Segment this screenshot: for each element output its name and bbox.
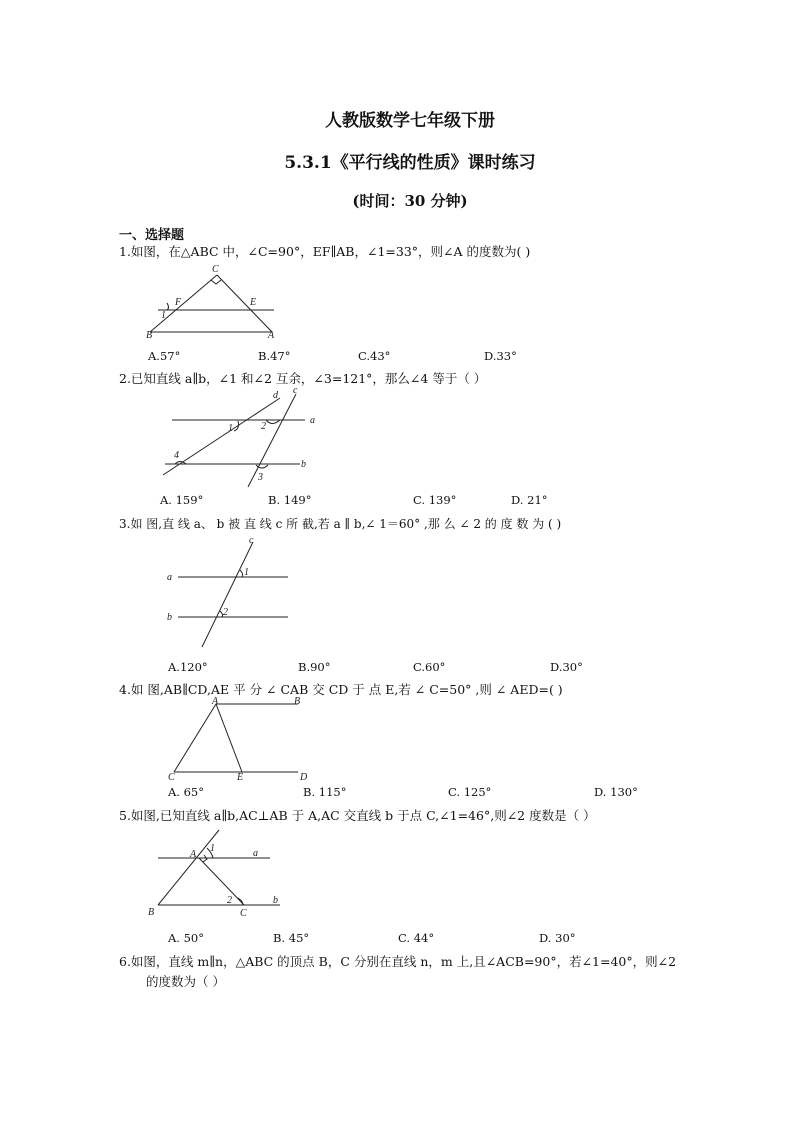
q2-label-4: 4 xyxy=(174,450,179,461)
question-1-option-d[interactable]: D.33° xyxy=(484,349,517,363)
q4-label-d: D xyxy=(300,772,308,783)
question-4-figure xyxy=(160,696,310,786)
q5-label-c: C xyxy=(240,908,247,919)
question-3-option-b[interactable]: B.90° xyxy=(298,660,331,674)
q5-label-b-line: b xyxy=(273,895,278,906)
question-6-text-continued: 的度数为（ ） xyxy=(146,974,225,989)
q1-label-f: F xyxy=(175,297,182,308)
question-1-option-c[interactable]: C.43° xyxy=(358,349,391,363)
q5-label-2: 2 xyxy=(227,895,232,906)
question-5-option-b[interactable]: B. 45° xyxy=(273,931,310,945)
q4-label-e: E xyxy=(237,772,244,783)
q2-label-a: a xyxy=(310,415,315,426)
question-2-figure xyxy=(160,385,330,490)
question-4-option-b[interactable]: B. 115° xyxy=(303,785,347,799)
q3-label-a: a xyxy=(167,572,172,583)
q2-label-3: 3 xyxy=(258,472,263,483)
question-3-option-a[interactable]: A.120° xyxy=(168,660,208,674)
q1-label-c: C xyxy=(212,264,219,275)
question-2-option-a[interactable]: A. 159° xyxy=(160,493,204,507)
q1-label-b: B xyxy=(146,330,153,341)
page-title: 人教版数学七年级下册 xyxy=(325,111,495,131)
q4-label-c: C xyxy=(168,772,175,783)
q3-label-2: 2 xyxy=(223,607,228,618)
q5-label-b: B xyxy=(148,907,155,918)
question-5-option-d[interactable]: D. 30° xyxy=(539,931,576,945)
question-5-option-a[interactable]: A. 50° xyxy=(168,931,204,945)
q2-label-1: 1 xyxy=(228,423,233,434)
q5-label-a: A xyxy=(190,849,197,860)
q2-label-2: 2 xyxy=(261,421,266,432)
question-6-text: 6.如图，直线 m∥n，△ABC 的顶点 B，C 分别在直线 n，m 上,且∠ACB=90°，若∠1=40°，则∠2 xyxy=(119,954,677,969)
question-3-figure xyxy=(160,535,300,650)
q2-label-b: b xyxy=(301,459,306,470)
q5-label-1: 1 xyxy=(210,843,215,854)
question-3-text: 3.如 图,直 线 a、 b 被 直 线 c 所 截,若 a ∥ b,∠ 1＝60° ,那 么 ∠ 2 的 度 数 为 ( ) xyxy=(119,517,562,531)
q3-label-c: c xyxy=(249,535,254,546)
question-5-figure xyxy=(140,825,290,920)
question-5-text: 5.如图,已知直线 a∥b,AC⊥AB 于 A,AC 交直线 b 于点 C,∠1=46°,则∠2 度数是（ ） xyxy=(119,808,596,823)
question-4-text: 4.如 图,AB∥CD,AE 平 分 ∠ CAB 交 CD 于 点 E,若 ∠ C=50° ,则 ∠ AED=( ) xyxy=(119,682,563,697)
q2-label-c: c xyxy=(293,385,298,396)
question-3-option-c[interactable]: C.60° xyxy=(413,660,446,674)
q1-label-e: E xyxy=(250,297,257,308)
q1-label-a: A xyxy=(268,330,275,341)
time-limit: (时间：30 分钟) xyxy=(352,192,468,210)
question-1-option-a[interactable]: A.57° xyxy=(148,349,181,363)
q3-label-1: 1 xyxy=(244,567,249,578)
q4-label-b: B xyxy=(294,696,301,707)
q2-label-d: d xyxy=(273,390,278,401)
question-1-text: 1.如图，在△ABC 中，∠C=90°，EF∥AB，∠1=33°，则∠A 的度数为( ) xyxy=(119,244,531,259)
question-4-option-d[interactable]: D. 130° xyxy=(594,785,638,799)
question-4-option-c[interactable]: C. 125° xyxy=(448,785,492,799)
page-subtitle: 5.3.1《平行线的性质》课时练习 xyxy=(284,153,536,173)
question-3-option-d[interactable]: D.30° xyxy=(550,660,583,674)
q1-label-1: 1 xyxy=(161,310,166,321)
q4-label-a: A xyxy=(212,696,219,707)
question-5-option-c[interactable]: C. 44° xyxy=(398,931,435,945)
question-1-option-b[interactable]: B.47° xyxy=(258,349,291,363)
question-4-option-a[interactable]: A. 65° xyxy=(168,785,204,799)
question-2-option-c[interactable]: C. 139° xyxy=(413,493,457,507)
q5-label-a-line: a xyxy=(253,848,258,859)
q3-label-b: b xyxy=(167,612,172,623)
question-2-option-d[interactable]: D. 21° xyxy=(511,493,548,507)
question-2-option-b[interactable]: B. 149° xyxy=(268,493,312,507)
section-heading: 一、选择题 xyxy=(119,228,185,243)
question-2-text: 2.已知直线 a∥b，∠1 和∠2 互余，∠3=121°，那么∠4 等于（ ） xyxy=(119,371,487,386)
question-1-figure xyxy=(140,262,290,342)
